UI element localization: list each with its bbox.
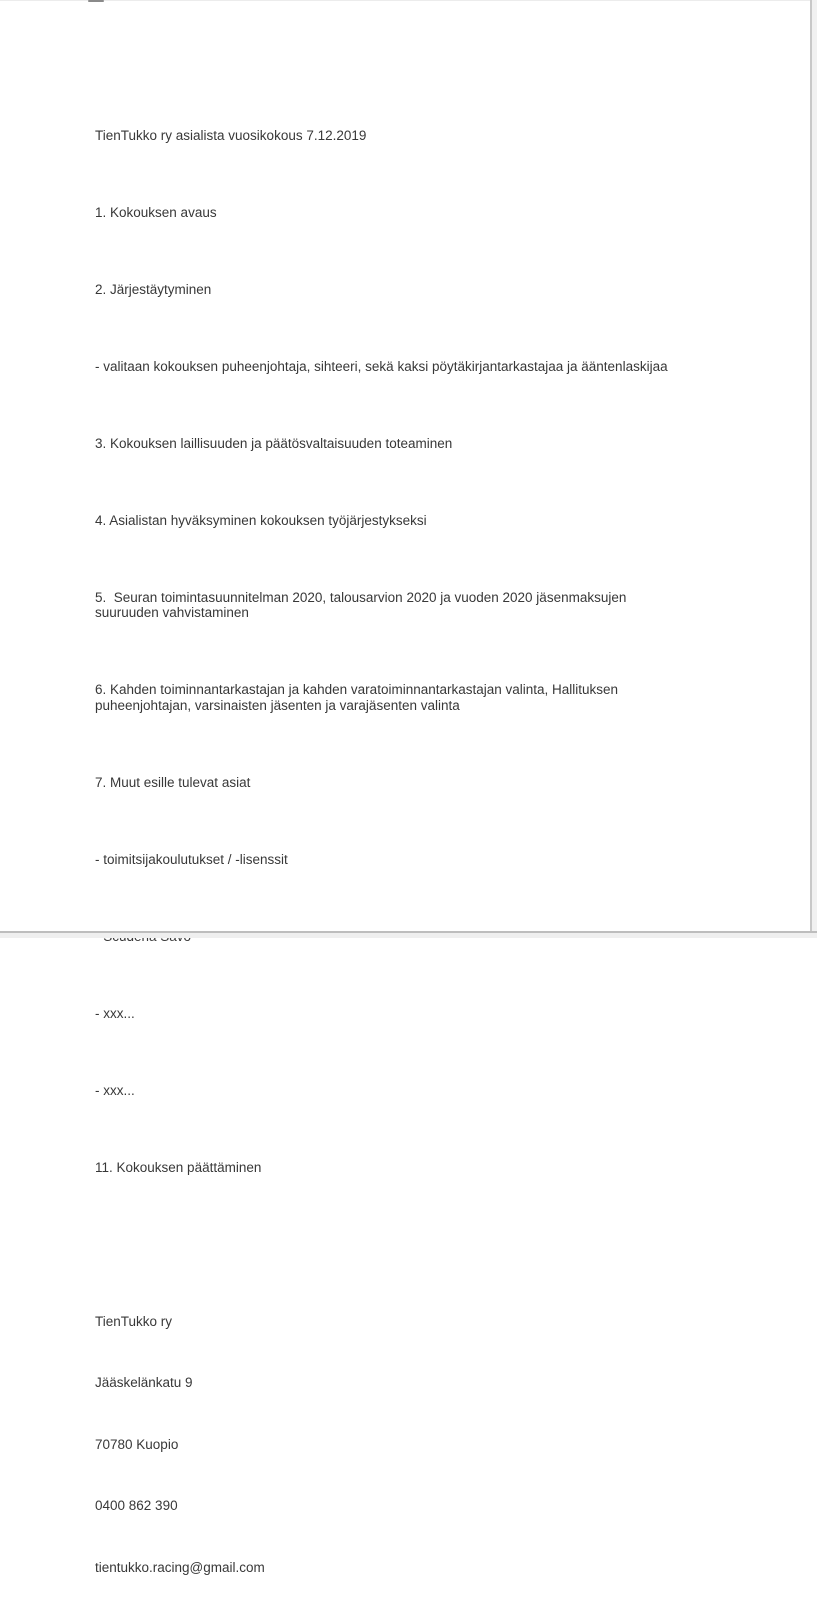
agenda-item-7-detail-1 [95, 852, 795, 868]
agenda-line: 5. Seuran toimintasuunnitelman 2020, talousarvion 2020 ja vuoden 2020 jäsenmaksujen [95, 589, 627, 605]
agenda-item-7-detail-3 [95, 1006, 795, 1022]
page-bottom-gutter [0, 931, 817, 938]
agenda-line: 1. Kokouksen avaus [95, 204, 217, 220]
agenda-line: - toimitsijakoulutukset / -lisenssit [95, 851, 288, 867]
agenda-item-1 [95, 205, 795, 221]
agenda-line: 3. Kokouksen laillisuuden ja päätösvaltaisuuden toteaminen [95, 435, 453, 451]
agenda-line: 11. Kokouksen päättäminen [95, 1159, 262, 1175]
contact-phone: 0400 862 390 [95, 1498, 178, 1513]
agenda-line: 2. Järjestäytyminen [95, 281, 212, 297]
agenda-item-7-detail-4 [95, 1083, 795, 1099]
contact-email: tientukko.racing@gmail.com [95, 1559, 265, 1575]
agenda-item-2-detail [95, 359, 795, 375]
agenda-item-11 [95, 1160, 795, 1176]
contact-street: Jääskelänkatu 9 [95, 1375, 193, 1390]
agenda-line: - valitaan kokouksen puheenjohtaja, sihteeri, sekä kaksi pöytäkirjantarkastajaa ja ääntenlaskijaa [95, 358, 668, 374]
page-right-gutter [810, 0, 817, 933]
agenda-line: 6. Kahden toiminnantarkastajan ja kahden varatoiminnantarkastajan valinta, Hallituksen [95, 682, 619, 697]
agenda-item-2 [95, 282, 795, 298]
contact-org: TienTukko ry [95, 1313, 173, 1329]
contact-postal-city: 70780 Kuopio [95, 1436, 179, 1452]
agenda-line: 7. Muut esille tulevat asiat [95, 774, 251, 790]
agenda-item-5 [95, 590, 795, 621]
agenda-item-7 [95, 775, 795, 791]
agenda-item-6 [95, 682, 795, 713]
agenda-line: suuruuden vahvistaminen [95, 605, 249, 620]
top-hairline [0, 0, 817, 1]
doc-title: TienTukko ry asialista vuosikokous 7.12.2019 [95, 127, 367, 143]
agenda-item-4 [95, 513, 795, 529]
agenda-line: - xxx... [95, 1005, 135, 1021]
agenda-line: - xxx... [95, 1082, 135, 1098]
blank-line [95, 1237, 795, 1253]
agenda-line: 4. Asialistan hyväksyminen kokouksen työjärjestykseksi [95, 512, 427, 528]
document-page [95, 81, 795, 1621]
agenda-item-3 [95, 436, 795, 452]
clipped-ui-artifact [88, 0, 104, 2]
agenda-line: puheenjohtajan, varsinaisten jäsenten ja varajäsenten valinta [95, 697, 460, 713]
